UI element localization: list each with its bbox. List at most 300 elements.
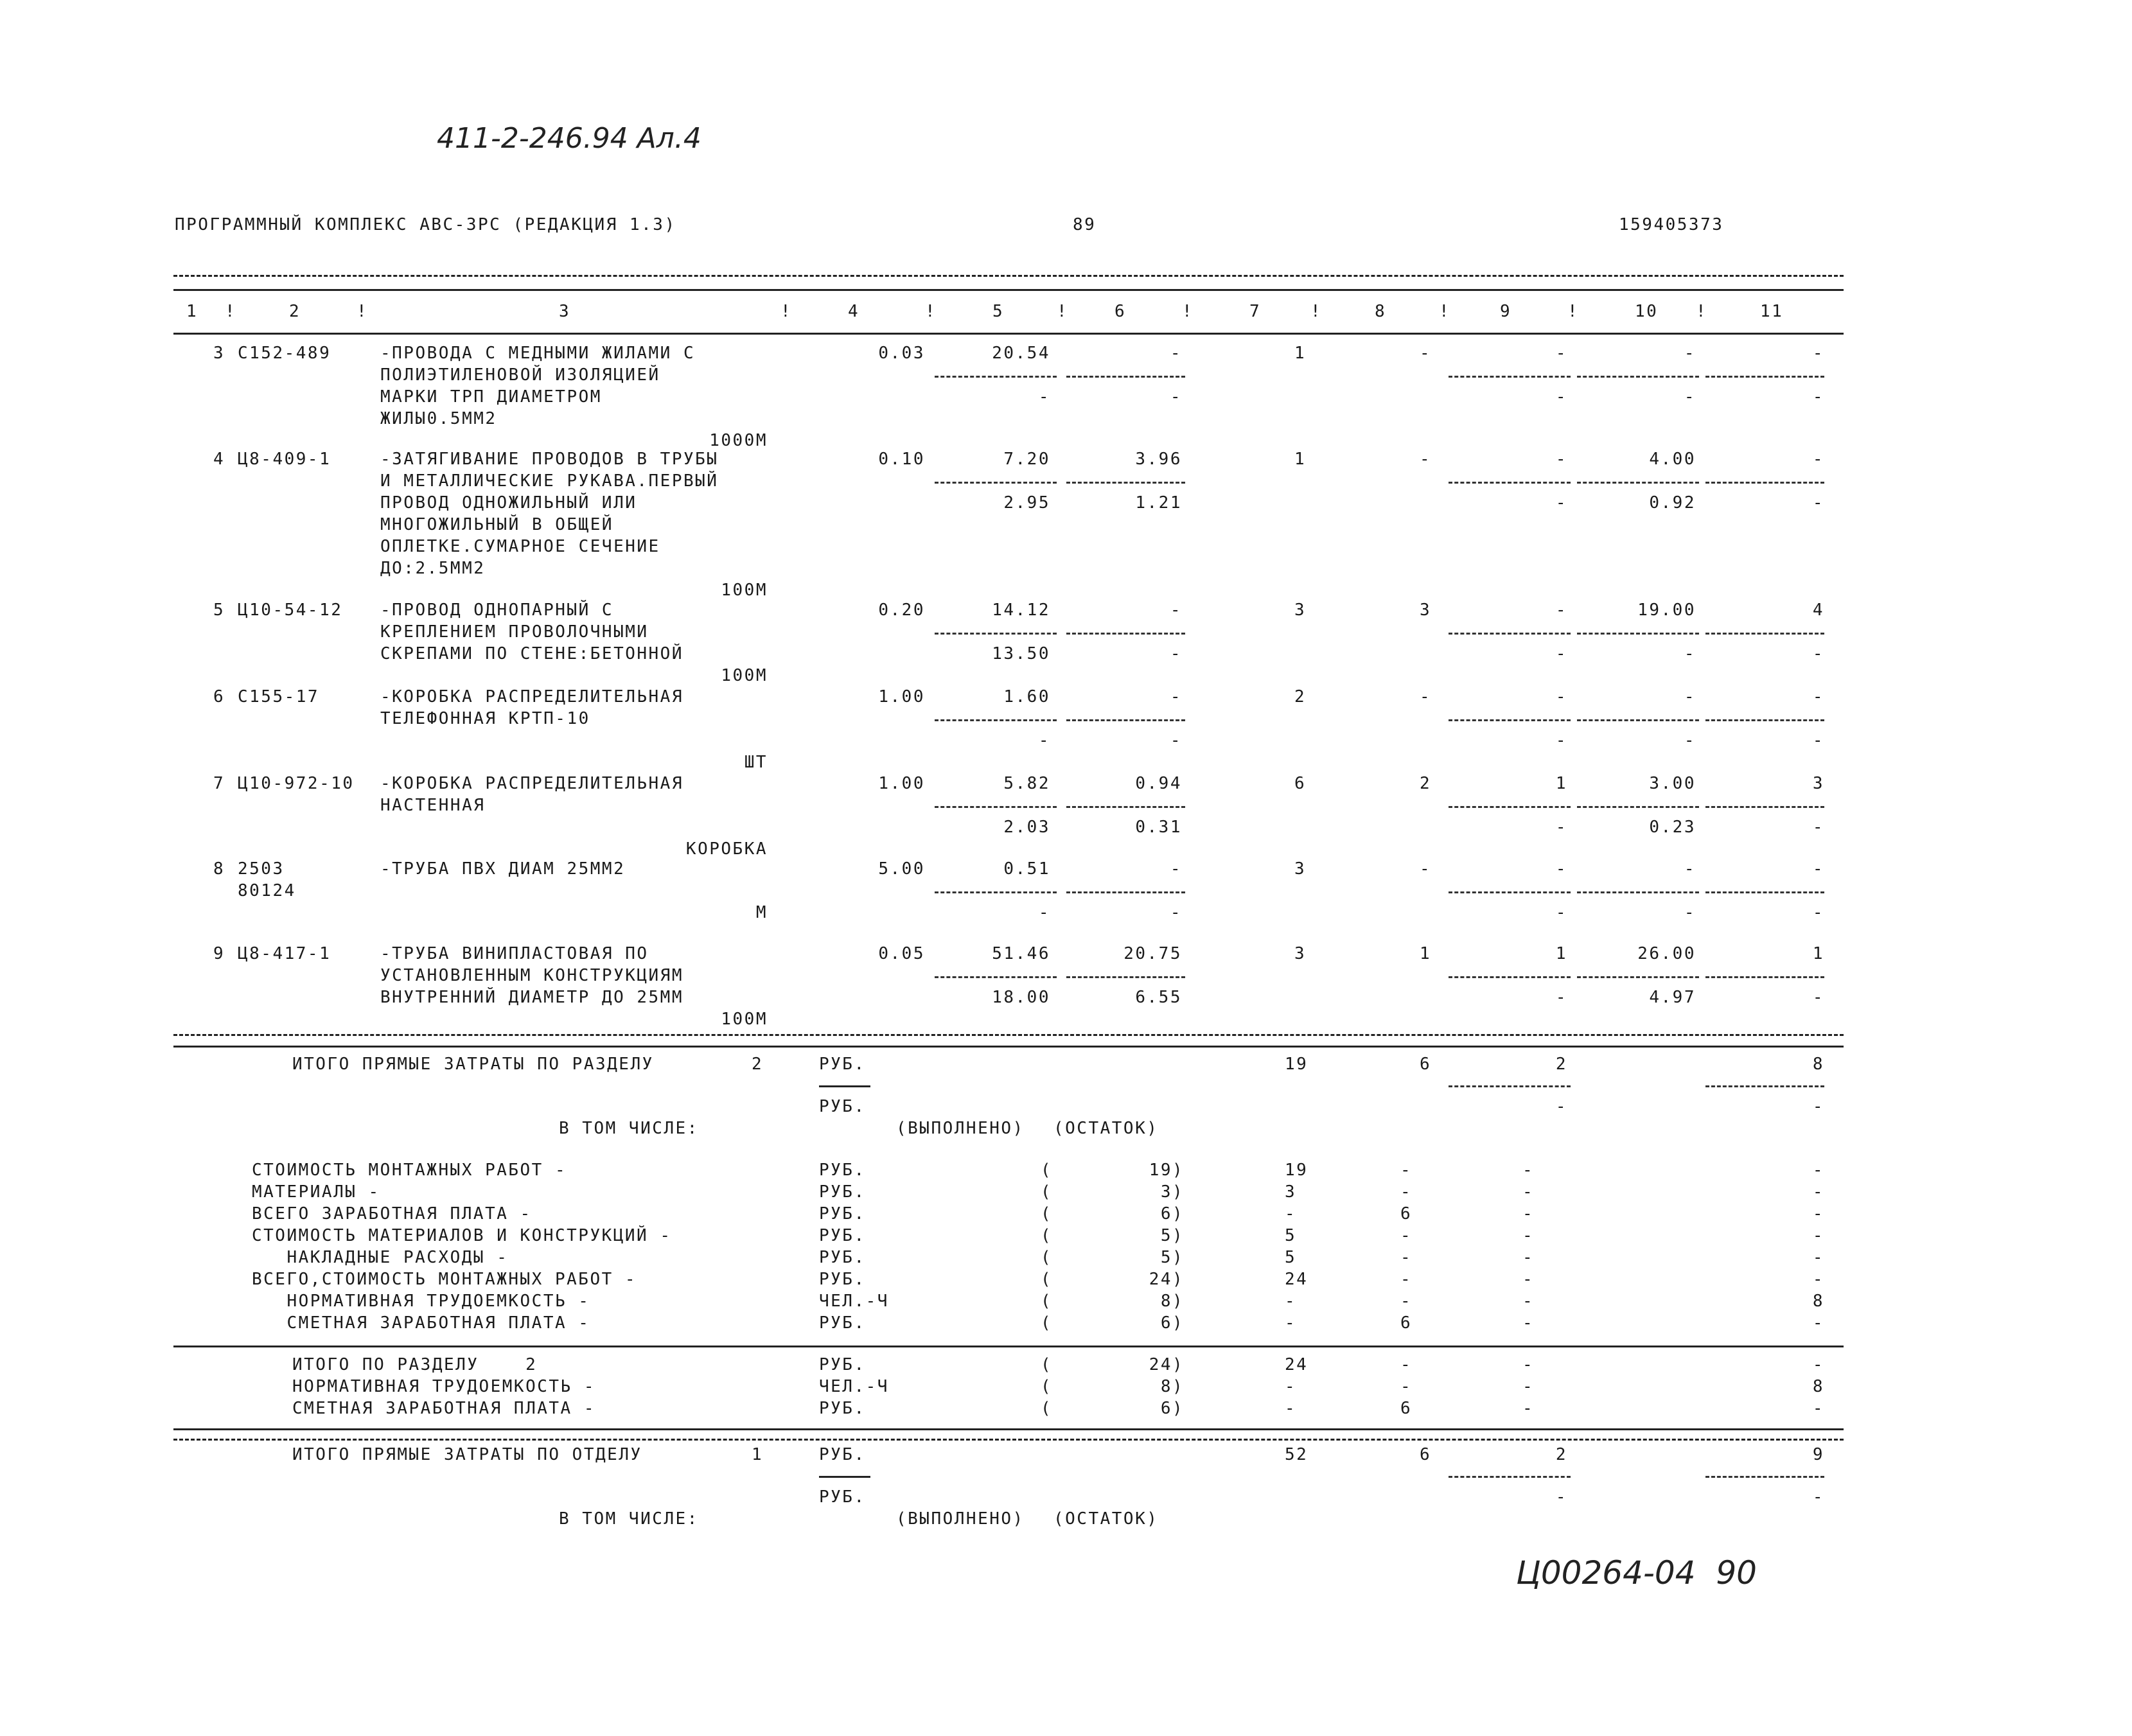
breakdown-col8: - [1400,1292,1413,1311]
row-wage-cost-lower: 1.21 [1135,493,1182,513]
paren-close: ) [1172,1377,1185,1396]
fraction-bar [935,633,1057,635]
fraction-bar [1577,633,1699,635]
row-unit: М [755,903,768,922]
row-col11-lower: - [1812,387,1824,407]
section-total-col8: 6 [1420,1055,1432,1074]
breakdown-col7: - [1285,1313,1297,1333]
row-wage-cost: 3.96 [1135,450,1182,469]
section-summary-col9: - [1522,1399,1535,1418]
row-description-line: -ЗАТЯГИВАНИЕ ПРОВОДОВ В ТРУБЫ [380,450,719,469]
row-col10: 3.00 [1649,774,1696,793]
section-summary-col11: - [1812,1399,1824,1418]
section-summary-col9: - [1522,1355,1535,1374]
fraction-bar [1449,719,1571,721]
fraction-bar [1066,482,1185,484]
breakdown-unit: РУБ. [819,1182,866,1202]
row-wage-cost-lower: - [1170,644,1182,663]
row-wage-cost-lower: 6.55 [1135,988,1182,1007]
section-summary-label: ИТОГО ПО РАЗДЕЛУ 2 [292,1355,538,1374]
paren-close: ) [1172,1270,1185,1289]
paren-close: ) [1172,1161,1185,1180]
column-separator: ! [1567,302,1580,321]
column-separator: ! [1182,302,1194,321]
fraction-bar [1577,719,1699,721]
row-unit: 100М [721,581,768,600]
breakdown-value: 24 [1149,1270,1172,1289]
paren-close: ) [1172,1226,1185,1245]
section-summary-value: 24 [1149,1355,1172,1374]
row-quantity: 0.10 [878,450,925,469]
program-title: ПРОГРАММНЫЙ КОМПЛЕКС АВС-3РС (РЕДАКЦИЯ 1.3) [175,215,676,234]
department-total-label: ИТОГО ПРЯМЫЕ ЗАТРАТЫ ПО ОТДЕЛУ [292,1445,642,1464]
unit-underline [819,1085,870,1087]
row-col9: - [1555,601,1567,620]
row-col9-lower: - [1555,644,1567,663]
row-total-cost: 1 [1294,344,1307,363]
breakdown-col8: 6 [1400,1204,1413,1223]
row-col11: - [1812,859,1824,879]
breakdown-col9: - [1522,1182,1535,1202]
included-label: В ТОМ ЧИСЛЕ: [559,1509,699,1529]
row-col9-lower: - [1555,387,1567,407]
row-description-line: -КОРОБКА РАСПРЕДЕЛИТЕЛЬНАЯ [380,774,683,793]
row-quantity: 1.00 [878,774,925,793]
document-code: 159405373 [1619,215,1724,234]
paren-open: ( [1041,1248,1053,1267]
row-quantity: 5.00 [878,859,925,879]
row-number: 7 [213,774,225,793]
department-total-unit-secondary: РУБ. [819,1487,866,1507]
breakdown-value: 6 [1160,1204,1172,1223]
paren-open: ( [1041,1292,1053,1311]
row-description-line: -ТРУБА ПВХ ДИАМ 25ММ2 [380,859,626,879]
column-header-4: 4 [848,302,860,321]
fraction-bar [1577,891,1699,893]
breakdown-value: 8 [1160,1292,1172,1311]
row-wage-cost-lower: - [1170,387,1182,407]
column-header-6: 6 [1114,302,1127,321]
breakdown-col9: - [1522,1204,1535,1223]
breakdown-col7: 19 [1285,1161,1308,1180]
fraction-bar [1449,482,1571,484]
row-code: С152-489 [238,344,331,363]
row-unit: КОРОБКА [685,839,768,859]
row-code: Ц8-409-1 [238,450,331,469]
breakdown-col7: 5 [1285,1226,1297,1245]
breakdown-label: МАТЕРИАЛЫ - [252,1182,380,1202]
row-col11: - [1812,450,1824,469]
section-summary-value: 8 [1160,1377,1172,1396]
breakdown-value: 19 [1149,1161,1172,1180]
fraction-bar [1449,376,1571,378]
row-code: Ц10-972-10 [238,774,355,793]
column-separator: ! [1696,302,1708,321]
section-summary-col7: - [1285,1399,1297,1418]
row-total-cost: 3 [1294,944,1307,963]
column-separator: ! [925,302,937,321]
paren-close: ) [1172,1399,1185,1418]
row-wage-cost: - [1170,687,1182,706]
breakdown-col9: - [1522,1313,1535,1333]
column-header-2: 2 [289,302,301,321]
paren-open: ( [1041,1377,1053,1396]
row-col11: 4 [1812,601,1824,620]
fraction-bar [935,376,1057,378]
fraction-bar [1066,806,1185,808]
paren-close: ) [1172,1355,1185,1374]
section-summary-col8: - [1400,1377,1413,1396]
breakdown-col9: - [1522,1248,1535,1267]
row-unit-cost-lower: - [1038,903,1050,922]
row-description-line: ВНУТРЕННИЙ ДИАМЕТР ДО 25ММ [380,988,683,1007]
breakdown-value: 5 [1160,1226,1172,1245]
row-col9: 1 [1555,774,1567,793]
breakdown-unit: РУБ. [819,1313,866,1333]
fraction-bar [1705,482,1824,484]
row-unit-cost-lower: - [1038,731,1050,750]
row-unit-cost: 0.51 [1003,859,1050,879]
column-header-9: 9 [1500,302,1512,321]
row-code: Ц8-417-1 [238,944,331,963]
breakdown-col11: - [1812,1182,1824,1202]
section-total-col7: 19 [1285,1055,1308,1074]
row-unit: 100М [721,1010,768,1029]
row-description-line: ПОЛИЭТИЛЕНОВОЙ ИЗОЛЯЦИЕЙ [380,365,660,385]
row-wage-cost: - [1170,601,1182,620]
handwritten-reference-top: 411-2-246.94 Ал.4 [437,122,701,155]
breakdown-col8: - [1400,1270,1413,1289]
row-col10: 19.00 [1637,601,1696,620]
row-description-line: ОПЛЕТКЕ.СУМАРНОЕ СЕЧЕНИЕ [380,537,660,556]
fraction-bar [1705,806,1824,808]
row-col11: - [1812,687,1824,706]
row-code: Ц10-54-12 [238,601,343,620]
section-summary-label: НОРМАТИВНАЯ ТРУДОЕМКОСТЬ - [292,1377,595,1396]
breakdown-col7: 5 [1285,1248,1297,1267]
breakdown-col7: - [1285,1204,1297,1223]
breakdown-col11: - [1812,1248,1824,1267]
section-summary-end-rule-bottom [173,1439,1844,1441]
fraction-bar [1577,376,1699,378]
breakdown-unit: РУБ. [819,1248,866,1267]
column-header-11: 11 [1760,302,1784,321]
unit-underline [819,1476,870,1478]
paren-close: ) [1172,1292,1185,1311]
fraction-bar [935,719,1057,721]
row-description-line: ТЕЛЕФОННАЯ КРТП-10 [380,709,590,728]
breakdown-unit: РУБ. [819,1161,866,1180]
section-summary-col11: 8 [1812,1377,1824,1396]
row-unit: ШТ [744,753,768,772]
department-total-col11: 9 [1812,1445,1824,1464]
column-header-7: 7 [1249,302,1262,321]
row-col10-lower: - [1684,903,1696,922]
fraction-bar [1449,1085,1571,1087]
row-unit-cost: 7.20 [1003,450,1050,469]
column-header-1: 1 [186,302,198,321]
breakdown-col9: - [1522,1270,1535,1289]
department-total-col8: 6 [1420,1445,1432,1464]
rows-end-rule [173,1046,1844,1048]
breakdown-unit: РУБ. [819,1226,866,1245]
fraction-bar [1449,891,1571,893]
breakdown-label: СМЕТНАЯ ЗАРАБОТНАЯ ПЛАТА - [252,1313,590,1333]
department-total-col7: 52 [1285,1445,1308,1464]
column-separator: ! [1310,302,1323,321]
breakdown-unit: ЧЕЛ.-Ч [819,1292,889,1311]
paren-open: ( [1041,1313,1053,1333]
row-col11-lower: - [1812,493,1824,513]
row-description-line: ДО:2.5ММ2 [380,559,486,578]
breakdown-label: СТОИМОСТЬ МОНТАЖНЫХ РАБОТ - [252,1161,567,1180]
paren-close: ) [1172,1182,1185,1202]
row-col10-lower: 0.23 [1649,818,1696,837]
section-total-col9: 2 [1555,1055,1567,1074]
column-separator: ! [225,302,237,321]
column-separator: ! [1439,302,1451,321]
row-unit: 100М [721,666,768,685]
row-description-line: И МЕТАЛЛИЧЕСКИЕ РУКАВА.ПЕРВЫЙ [380,471,719,491]
section-summary-end-rule [173,1428,1844,1430]
row-number: 3 [213,344,225,363]
column-separator: ! [780,302,793,321]
paren-open: ( [1041,1399,1053,1418]
breakdown-col7: 24 [1285,1270,1308,1289]
breakdown-label: ВСЕГО ЗАРАБОТНАЯ ПЛАТА - [252,1204,532,1223]
section-total-unit: РУБ. [819,1055,866,1074]
fraction-bar [935,976,1057,978]
row-col11-lower: - [1812,818,1824,837]
row-col9-lower: - [1555,903,1567,922]
row-wage-cost-lower: - [1170,731,1182,750]
department-total-col9: 2 [1555,1445,1567,1464]
paren-open: ( [1041,1182,1053,1202]
row-total-cost: 3 [1294,601,1307,620]
breakdown-value: 5 [1160,1248,1172,1267]
fraction-bar [935,482,1057,484]
row-description-line: НАСТЕННАЯ [380,796,486,815]
breakdown-col9: - [1522,1161,1535,1180]
row-description-line: СКРЕПАМИ ПО СТЕНЕ:БЕТОННОЙ [380,644,683,663]
breakdown-col11: 8 [1812,1292,1824,1311]
section-summary-unit: РУБ. [819,1399,866,1418]
fraction-bar [1449,633,1571,635]
row-col11-lower: - [1812,731,1824,750]
row-unit-cost-lower: 18.00 [992,988,1050,1007]
breakdown-col8: 6 [1400,1313,1413,1333]
row-description-line: -КОРОБКА РАСПРЕДЕЛИТЕЛЬНАЯ [380,687,683,706]
section-total-col9-lower: - [1555,1097,1567,1116]
row-wages-total: - [1420,344,1432,363]
included-label: В ТОМ ЧИСЛЕ: [559,1119,699,1138]
row-wage-cost-lower: 0.31 [1135,818,1182,837]
row-col10: 4.00 [1649,450,1696,469]
row-unit: 1000М [709,431,768,450]
column-header-3: 3 [559,302,571,321]
column-header-5: 5 [992,302,1005,321]
remaining-label: (ОСТАТОК) [1053,1119,1159,1138]
row-col11: 1 [1812,944,1824,963]
section-total-number: 2 [752,1055,764,1074]
row-total-cost: 6 [1294,774,1307,793]
fraction-bar [1577,806,1699,808]
section-summary-col7: 24 [1285,1355,1308,1374]
row-col9-lower: - [1555,731,1567,750]
row-unit-cost-lower: 2.03 [1003,818,1050,837]
row-quantity: 1.00 [878,687,925,706]
fraction-bar [1577,976,1699,978]
row-col9-lower: - [1555,493,1567,513]
row-description-line: -ПРОВОДА С МЕДНЫМИ ЖИЛАМИ С [380,344,696,363]
row-col10: - [1684,687,1696,706]
row-description-line: УСТАНОВЛЕННЫМ КОНСТРУКЦИЯМ [380,966,683,985]
fraction-bar [935,806,1057,808]
breakdown-unit: РУБ. [819,1204,866,1223]
row-col11-lower: - [1812,988,1824,1007]
row-col10: - [1684,344,1696,363]
row-col9: - [1555,687,1567,706]
section-total-col11: 8 [1812,1055,1824,1074]
column-header-rule [173,333,1844,335]
row-description-line: МАРКИ ТРП ДИАМЕТРОМ [380,387,602,407]
fraction-bar [1705,976,1824,978]
breakdown-col11: - [1812,1161,1824,1180]
section-summary-col7: - [1285,1377,1297,1396]
row-wage-cost: - [1170,859,1182,879]
row-col10-lower: - [1684,387,1696,407]
row-col9: - [1555,859,1567,879]
row-col11: 3 [1812,774,1824,793]
fraction-bar [1066,633,1185,635]
row-col11-lower: - [1812,903,1824,922]
breakdown-col9: - [1522,1292,1535,1311]
breakdown-col7: 3 [1285,1182,1297,1202]
row-wages-total: - [1420,859,1432,879]
department-total-unit: РУБ. [819,1445,866,1464]
breakdown-col8: - [1400,1182,1413,1202]
row-total-cost: 2 [1294,687,1307,706]
paren-open: ( [1041,1226,1053,1245]
breakdown-col11: - [1812,1270,1824,1289]
row-col10-lower: - [1684,731,1696,750]
remaining-label: (ОСТАТОК) [1053,1509,1159,1529]
fraction-bar [1705,891,1824,893]
row-number: 5 [213,601,225,620]
section-summary-col9: - [1522,1377,1535,1396]
handwritten-reference-bottom: Ц00264-04 90 [1516,1554,1757,1591]
paren-open: ( [1041,1355,1053,1374]
row-unit-cost: 5.82 [1003,774,1050,793]
row-col10-lower: 4.97 [1649,988,1696,1007]
section-total-unit-secondary: РУБ. [819,1097,866,1116]
header-rule-top [173,275,1844,277]
row-total-cost: 3 [1294,859,1307,879]
section-total-label: ИТОГО ПРЯМЫЕ ЗАТРАТЫ ПО РАЗДЕЛУ [292,1055,654,1074]
row-col10-lower: 0.92 [1649,493,1696,513]
fraction-bar [1705,1085,1824,1087]
column-header-10: 10 [1635,302,1659,321]
fraction-bar [1705,1476,1824,1478]
fraction-bar [935,891,1057,893]
breakdown-col7: - [1285,1292,1297,1311]
breakdown-col8: - [1400,1248,1413,1267]
column-separator: ! [1057,302,1069,321]
row-code: С155-17 [238,687,320,706]
row-wage-cost: 0.94 [1135,774,1182,793]
row-wages-total: 3 [1420,601,1432,620]
row-unit-cost: 14.12 [992,601,1050,620]
section-summary-label: СМЕТНАЯ ЗАРАБОТНАЯ ПЛАТА - [292,1399,595,1418]
paren-open: ( [1041,1161,1053,1180]
section-total-col11-lower: - [1812,1097,1824,1116]
row-col9: - [1555,344,1567,363]
row-col10: 26.00 [1637,944,1696,963]
row-wages-total: - [1420,450,1432,469]
row-number: 4 [213,450,225,469]
paren-open: ( [1041,1204,1053,1223]
row-col10: - [1684,859,1696,879]
row-unit-cost: 51.46 [992,944,1050,963]
breakdown-col9: - [1522,1226,1535,1245]
row-col9-lower: - [1555,988,1567,1007]
row-quantity: 0.20 [878,601,925,620]
section-summary-unit: РУБ. [819,1355,866,1374]
breakdown-label: НОРМАТИВНАЯ ТРУДОЕМКОСТЬ - [252,1292,590,1311]
breakdown-col11: - [1812,1204,1824,1223]
row-col9-lower: - [1555,818,1567,837]
fraction-bar [1066,376,1185,378]
department-total-col9-lower: - [1555,1487,1567,1507]
row-description-line: -ТРУБА ВИНИПЛАСТОВАЯ ПО [380,944,649,963]
row-unit-cost-lower: 13.50 [992,644,1050,663]
fraction-bar [1705,376,1824,378]
breakdown-value: 3 [1160,1182,1172,1202]
fraction-bar [1705,719,1824,721]
row-description-line: -ПРОВОД ОДНОПАРНЫЙ С [380,601,614,620]
row-description-line: ЖИЛЫ0.5ММ2 [380,409,497,428]
department-total-col11-lower: - [1812,1487,1824,1507]
paren-close: ) [1172,1204,1185,1223]
fraction-bar [1449,976,1571,978]
row-wages-total: - [1420,687,1432,706]
row-code: 2503 [238,859,285,879]
breakdown-label: СТОИМОСТЬ МАТЕРИАЛОВ И КОНСТРУКЦИЙ - [252,1226,672,1245]
fraction-bar [1066,719,1185,721]
row-col11: - [1812,344,1824,363]
column-header-8: 8 [1375,302,1387,321]
breakdown-label: НАКЛАДНЫЕ РАСХОДЫ - [252,1248,509,1267]
row-number: 8 [213,859,225,879]
fraction-bar [1577,482,1699,484]
breakdown-end-rule [173,1346,1844,1347]
section-summary-col8: 6 [1400,1399,1413,1418]
row-col9: 1 [1555,944,1567,963]
row-wage-cost-lower: - [1170,903,1182,922]
completed-label: (ВЫПОЛНЕНО) [896,1119,1025,1138]
row-unit-cost-lower: 2.95 [1003,493,1050,513]
row-number: 9 [213,944,225,963]
breakdown-col8: - [1400,1161,1413,1180]
row-unit-cost: 20.54 [992,344,1050,363]
row-col11-lower: - [1812,644,1824,663]
paren-open: ( [1041,1270,1053,1289]
row-col9: - [1555,450,1567,469]
row-unit-cost-lower: - [1038,387,1050,407]
row-description-line: МНОГОЖИЛЬНЫЙ В ОБЩЕЙ [380,515,614,534]
fraction-bar [1066,976,1185,978]
completed-label: (ВЫПОЛНЕНО) [896,1509,1025,1529]
